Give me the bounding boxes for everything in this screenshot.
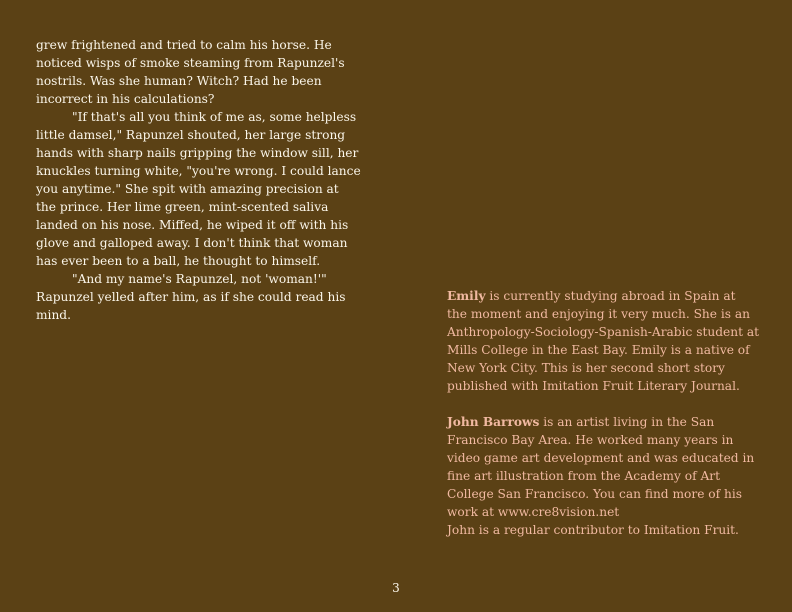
story-paragraph: grew frightened and tried to calm his horse. He noticed wisps of smoke steaming from Rapunzel's nostrils. Was she human? Witch? Had he been incorrect in his calculations? bbox=[36, 38, 345, 106]
bio-name: Emily bbox=[447, 289, 486, 303]
contributor-bios bbox=[447, 287, 759, 539]
story-column bbox=[36, 36, 362, 324]
bio-extra: John is a regular contributor to Imitation Fruit. bbox=[447, 523, 739, 537]
bio-emily bbox=[447, 287, 759, 395]
story-paragraph: "If that's all you think of me as, some helpless little damsel," Rapunzel shouted, her large strong hands with sharp nails gripping the window sill, her knuckles turning white, "you're wrong. I could lance you anytime." She spit with amazing precision at the prince. Her lime green, mint-scented saliva landed on his nose. Miffed, he wiped it off with his glove and galloped away. I don't think that woman has ever been to a ball, he thought to himself. bbox=[36, 110, 361, 268]
bio-text: is an artist living in the San Francisco Bay Area. He worked many years in video game art development and was educated in fine art illustration from the Academy of Art College San Francisco. You can find more of his work at www.cre8vision.net bbox=[447, 415, 755, 519]
bio-john-barrows bbox=[447, 413, 759, 539]
story-paragraph: "And my name's Rapunzel, not 'woman!'" Rapunzel yelled after him, as if she could read his mind. bbox=[36, 272, 346, 322]
page-number: 3 bbox=[392, 581, 400, 595]
bio-text: is currently studying abroad in Spain at the moment and enjoying it very much. She is an Anthropology-Sociology-Spanish-Arabic student at Mills College in the East Bay. Emily is a native of New York City. This is her second short story published with Imitation Fruit Literary Journal. bbox=[447, 289, 760, 393]
bio-name: John Barrows bbox=[447, 415, 540, 429]
